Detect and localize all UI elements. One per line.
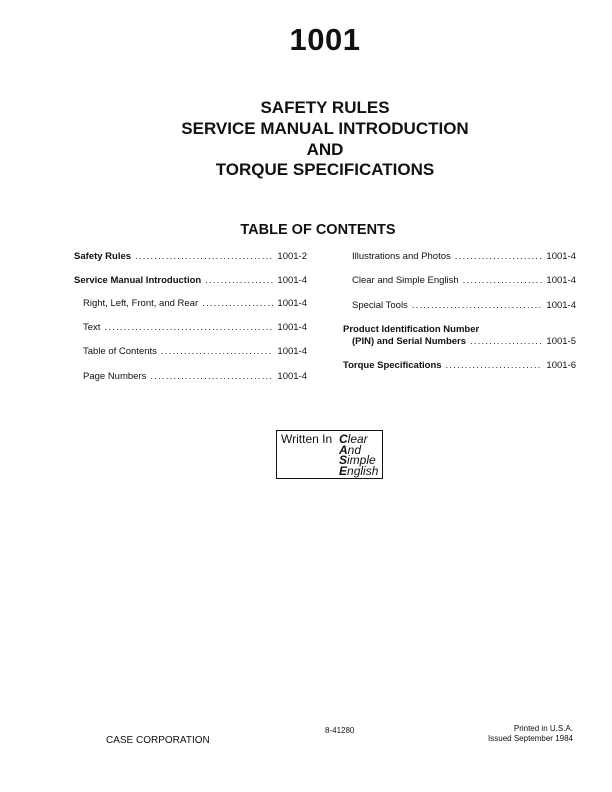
toc-title: TABLE OF CONTENTS	[240, 222, 396, 238]
issued-date: Issued September 1984	[488, 734, 573, 743]
caption-words	[339, 434, 378, 476]
toc-leader-dots	[463, 275, 543, 287]
toc-entry-text[interactable]	[83, 322, 307, 334]
toc-entry-label: Clear and Simple English	[352, 275, 459, 286]
toc-entry-service-manual-introduction[interactable]	[74, 275, 307, 287]
company-name: CASE CORPORATION	[106, 735, 210, 746]
toc-entry-label: (PIN) and Serial Numbers	[352, 336, 467, 347]
toc-entry-label: Table of Contents	[83, 346, 157, 357]
caption-initial: A	[339, 442, 348, 457]
toc-leader-dots	[446, 360, 543, 372]
toc-entry-label: Torque Specifications	[343, 360, 442, 371]
toc-entry-right-left-front-rear[interactable]	[83, 298, 307, 310]
title-line-and: AND	[306, 140, 344, 159]
toc-entry-clear-simple-english[interactable]	[352, 275, 576, 287]
toc-entry-label: Illustrations and Photos	[352, 251, 451, 262]
toc-entry-label: Text	[83, 322, 101, 333]
toc-entry-illustrations-photos[interactable]	[352, 251, 576, 263]
toc-entry-page: 1001-4	[546, 251, 576, 262]
toc-entry-special-tools[interactable]	[352, 300, 576, 312]
caption-initial: C	[339, 432, 348, 446]
toc-entry-label: Safety Rules	[74, 251, 132, 262]
toc-entry-page: 1001-4	[546, 275, 576, 286]
print-info	[440, 724, 573, 744]
caption-rest: nglish	[347, 463, 379, 478]
toc-entry-page: 1001-4	[546, 300, 576, 311]
toc-entry-label: Service Manual Introduction	[74, 275, 202, 286]
toc-entry-table-of-contents[interactable]	[83, 346, 307, 358]
toc-leader-dots	[412, 300, 543, 312]
toc-leader-dots	[202, 298, 273, 310]
title-line-safety-rules: SAFETY RULES	[260, 98, 390, 117]
toc-leader-dots	[150, 371, 273, 383]
caption-initial: S	[339, 453, 348, 467]
toc-entry-page: 1001-4	[277, 275, 307, 286]
toc-entry-safety-rules[interactable]	[74, 251, 307, 263]
toc-entry-page: 1001-4	[277, 322, 307, 333]
toc-leader-dots	[470, 336, 542, 348]
printed-in: Printed in U.S.A.	[513, 724, 573, 733]
toc-entry-page: 1001-4	[277, 298, 307, 309]
caption-rest: nd	[347, 442, 362, 457]
toc-entry-pin-serial-numbers[interactable]	[352, 336, 576, 348]
toc-entry-label: Special Tools	[352, 300, 408, 311]
toc-entry-page: 1001-4	[277, 371, 307, 382]
caption-rest: lear	[347, 432, 368, 446]
toc-entry-page-numbers[interactable]	[83, 371, 307, 383]
toc-leader-dots	[104, 322, 273, 334]
toc-leader-dots	[161, 346, 273, 358]
toc-entry-page: 1001-5	[546, 336, 576, 347]
document-code: 8-41280	[325, 726, 355, 735]
toc-entry-page: 1001-2	[277, 251, 307, 262]
title-line-torque: TORQUE SPECIFICATIONS	[215, 160, 435, 179]
caption-rest: imple	[347, 453, 376, 467]
toc-entry-label: Right, Left, Front, and Rear	[83, 298, 199, 309]
caption-prefix: Written In	[281, 432, 333, 446]
caption-initial: E	[339, 463, 348, 478]
toc-leader-dots	[205, 275, 273, 287]
toc-entry-page: 1001-4	[277, 346, 307, 357]
toc-leader-dots	[135, 251, 273, 263]
toc-entry-pin-line1: Product Identification Number	[343, 324, 480, 335]
title-line-service-manual: SERVICE MANUAL INTRODUCTION	[181, 119, 469, 138]
section-number: 1001	[289, 22, 361, 57]
caption-word-english	[339, 463, 379, 478]
toc-leader-dots	[455, 251, 543, 263]
toc-entry-torque-specifications[interactable]	[343, 360, 576, 372]
toc-entry-label: Page Numbers	[83, 371, 147, 382]
clear-simple-english-box	[276, 430, 383, 479]
toc-entry-page: 1001-6	[546, 360, 576, 371]
